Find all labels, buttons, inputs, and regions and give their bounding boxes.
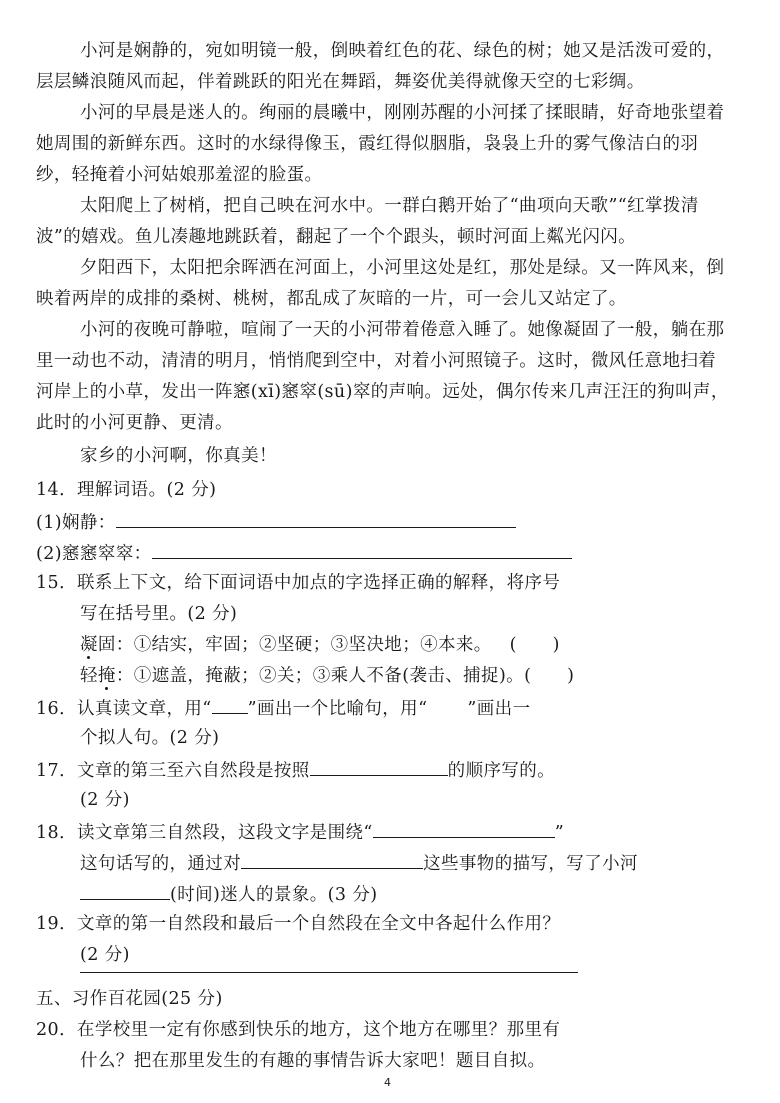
q17-score: (2 分) bbox=[80, 790, 130, 810]
q16-text-c: ”画出一 bbox=[467, 699, 531, 719]
q15-a-definitions: 固：①结实，牢固；②坚硬；③坚决地；④本来。 bbox=[97, 635, 492, 655]
passage-p5-line2: 里一动也不动，清清的明月，悄悄爬到空中，对着小河照镜子。这时，微风任意地扫着 bbox=[36, 351, 717, 371]
q17-text-a: 17．文章的第三至六自然段是按照 bbox=[36, 761, 310, 781]
q17-answer-blank[interactable] bbox=[310, 757, 448, 776]
q14-title: 14．理解词语。(2 分) bbox=[36, 480, 217, 500]
q17-text-b: 的顺序写的。 bbox=[447, 761, 556, 781]
passage-p4-line2: 映着两岸的成排的桑树、桃树，都乱成了灰暗的一片，可一会儿又站定了。 bbox=[36, 289, 627, 309]
q15-b-dotted-char: 掩 bbox=[97, 666, 116, 686]
passage-p6-line1: 家乡的小河啊，你真美！ bbox=[80, 446, 277, 466]
passage-p3-line1: 太阳爬上了树梢，把自己映在河水中。一群白鹅开始了“曲项向天歌”“红掌拨清 bbox=[80, 196, 699, 216]
q15-line2: 写在括号里。(2 分) bbox=[80, 604, 238, 624]
passage-p2-line1: 小河的早晨是迷人的。绚丽的晨曦中，刚刚苏醒的小河揉了揉眼睛，好奇地张望着 bbox=[80, 103, 725, 123]
q14-item2-answer-blank[interactable] bbox=[152, 540, 572, 559]
q18-text-c: 这句话写的，通过对 bbox=[80, 854, 242, 874]
passage-p3-line2: 波”的嬉戏。鱼儿凑趣地跳跃着，翻起了一个个跟头，顿时河面上粼光闪闪。 bbox=[36, 227, 637, 247]
q15-a-dotted-char: 凝 bbox=[80, 635, 98, 655]
q16-line2: 个拟人句。(2 分) bbox=[80, 728, 220, 748]
q18-text-a: 18．读文章第三自然段，这段文字是围绕“ bbox=[36, 823, 373, 843]
q19-answer-line bbox=[80, 954, 578, 980]
q17-line1 bbox=[36, 757, 555, 783]
q15-a-answer-paren[interactable]: ( ) bbox=[509, 635, 560, 655]
q19-line1: 19．文章的第一自然段和最后一个自然段在全文中各起什么作用？ bbox=[36, 914, 561, 934]
q14-item1-answer-blank[interactable] bbox=[116, 509, 516, 528]
passage-p1-line2: 层层鳞浪随风而起，伴着跳跃的阳光在舞蹈，舞姿优美得就像天空的七彩绸。 bbox=[36, 72, 645, 92]
q15-b-answer-paren[interactable]: ( ) bbox=[524, 666, 575, 686]
passage-p5-line4: 此时的小河更静、更清。 bbox=[36, 413, 233, 433]
q18-line3 bbox=[80, 881, 378, 907]
q14-item2 bbox=[36, 540, 572, 566]
q14-item2-label: (2)窸窸窣窣： bbox=[36, 544, 152, 564]
q16-text-b: ”画出一个比喻句，用“ bbox=[247, 699, 428, 719]
q15-option-b bbox=[80, 664, 574, 688]
q15-option-a bbox=[80, 633, 560, 657]
q18-text-e: (时间)迷人的景象。(3 分) bbox=[170, 885, 378, 905]
passage-p5-line1: 小河的夜晚可静啦，喧闹了一天的小河带着倦意入睡了。她像凝固了一般，躺在那 bbox=[80, 320, 725, 340]
passage-p5-line3: 河岸上的小草，发出一阵窸(xī)窸窣(sū)窣的声响。远处，偶尔传来几声汪汪的狗叫声， bbox=[36, 382, 729, 402]
passage-p2-line3: 纱，轻掩着小河姑娘那羞涩的脸蛋。 bbox=[36, 165, 323, 185]
q19-score: (2 分) bbox=[80, 945, 130, 965]
q18-text-b: ” bbox=[554, 823, 565, 843]
q18-line2 bbox=[80, 850, 638, 876]
q20-line1: 20．在学校里一定有你感到快乐的地方，这个地方在哪里？那里有 bbox=[36, 1020, 561, 1040]
passage-p1-line1: 小河是娴静的，宛如明镜一般，倒映着红色的花、绿色的树；她又是活泼可爱的， bbox=[80, 41, 725, 61]
q18-time-blank[interactable] bbox=[80, 881, 170, 900]
passage-p4-line1: 夕阳西下，太阳把余晖洒在河面上，小河里这处是红，那处是绿。又一阵风来，倒 bbox=[80, 258, 725, 278]
q18-line1 bbox=[36, 819, 564, 845]
q14-item1-label: (1)娴静： bbox=[36, 513, 116, 533]
q14-item1 bbox=[36, 509, 516, 535]
q19-answer-blank[interactable] bbox=[80, 954, 578, 973]
q16-text-a: 16．认真读文章，用“ bbox=[36, 699, 212, 719]
q15-line1: 15．联系上下文，给下面词语中加点的字选择正确的解释，将序号 bbox=[36, 573, 561, 593]
q15-b-definitions: ：①遮盖，掩蔽；②关；③乘人不备(袭击、捕捉)。 bbox=[115, 666, 525, 686]
passage-p2-line2: 她周围的新鲜东西。这时的水绿得像玉，霞红得似胭脂，袅袅上升的雾气像洁白的羽 bbox=[36, 134, 699, 154]
q18-things-blank[interactable] bbox=[241, 850, 423, 869]
q16-straight-line-mark bbox=[212, 695, 248, 714]
q16-line1 bbox=[36, 695, 530, 721]
q15-b-prefix-char: 轻 bbox=[80, 666, 98, 686]
page-number: 4 bbox=[384, 1076, 391, 1089]
q18-sentence-blank[interactable] bbox=[373, 819, 555, 838]
q18-text-d: 这些事物的描写，写了小河 bbox=[423, 854, 638, 874]
section5-title: 五、习作百花园(25 分) bbox=[36, 989, 223, 1009]
q20-line2: 什么？把在那里发生的有趣的事情告诉大家吧！题目自拟。 bbox=[80, 1051, 546, 1071]
